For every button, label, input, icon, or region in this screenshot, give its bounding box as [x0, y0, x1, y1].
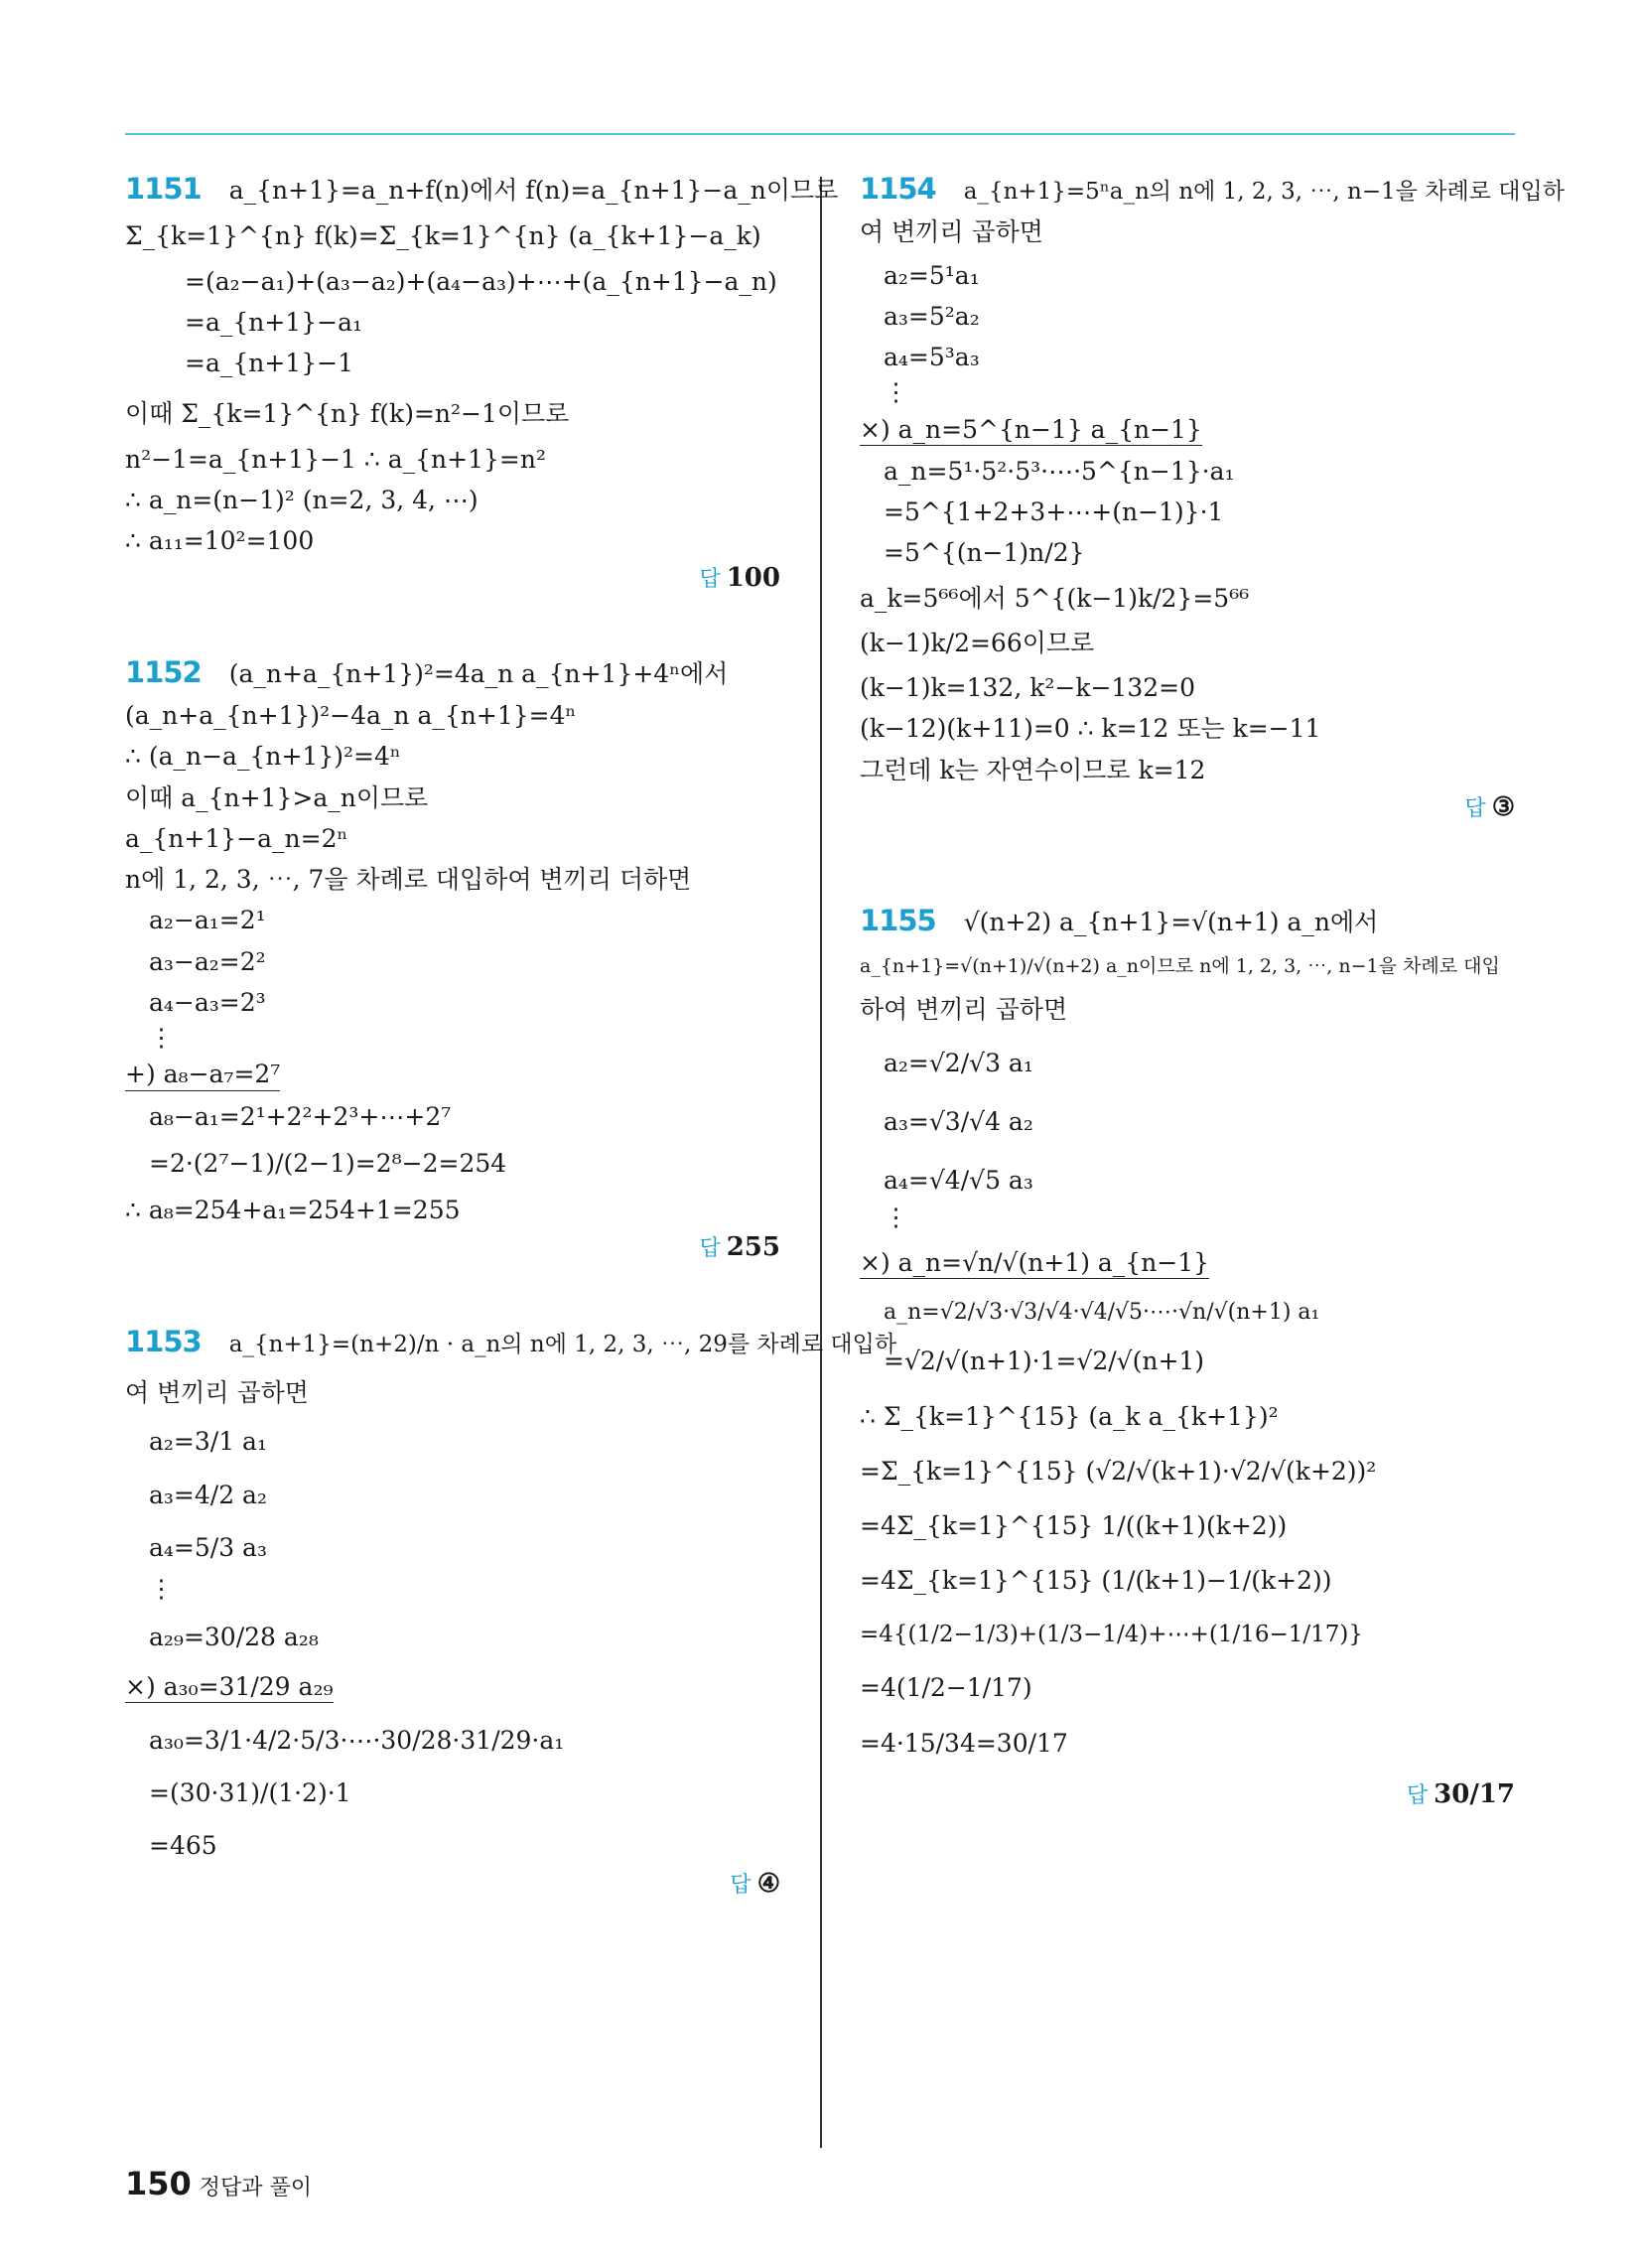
- column-divider: [820, 177, 822, 2148]
- answer-1154: 답 ③: [1464, 791, 1515, 822]
- page-number: 150: [125, 2165, 192, 2202]
- problem-1153: 1153 a_{n+1}=(n+2)/n · a_n의 n에 1, 2, 3, ⋯, 29를 차례로 대입하 여 변끼리 곱하면 a₂=3/1 a₁ a₃=4/2 a₂ a₄=5/3 a₃ ⋮ a₂₉=30/28 a₂₈ ×) a₃₀=31/29 a₂₉ a₃₀=3/1·4/2·5/3·⋯·30/28·31/29·a₁ =(30·31)/(1·2)·1 =465 답 ④: [125, 1324, 897, 1899]
- problem-number: 1151: [125, 172, 202, 206]
- answer-1151: 답 100: [699, 563, 780, 594]
- answer-1152: 답 255: [699, 1232, 780, 1263]
- problem-number: 1155: [860, 904, 936, 938]
- left-column: [125, 171, 897, 1900]
- page-footer: [125, 2165, 312, 2202]
- right-column: [860, 171, 1565, 1810]
- problem-1151: 1151 a_{n+1}=a_n+f(n)에서 f(n)=a_{n+1}−a_n이므로 Σ_{k=1}^{n} f(k)=Σ_{k=1}^{n} (a_{k+1}−a_k) =(a₂−a₁)+(a₃−a₂)+(a₄−a₃)+⋯+(a_{n+1}−a_n) =a_{n+1}−a₁ =a_{n+1}−1 이때 Σ_{k=1}^{n} f(k)=n²−1이므로 n²−1=a_{n+1}−1 ∴ a_{n+1}=n² ∴ a_n=(n−1)² (n=2, 3, 4, ⋯) ∴ a₁₁=10²=100 답 100: [125, 172, 839, 594]
- problem-number: 1154: [860, 172, 936, 206]
- footer-text: 정답과 풀이: [199, 2176, 313, 2200]
- problem-1155: 1155 √(n+2) a_{n+1}=√(n+1) a_n에서 a_{n+1}=√(n+1)/√(n+2) a_n이므로 n에 1, 2, 3, ⋯, n−1을 차례로 대입 하여 변끼리 곱하면 a₂=√2/√3 a₁ a₃=√3/√4 a₂ a₄=√4/√5 a₃ ⋮ ×) a_n=√n/√(n+1) a_{n−1} a_n=√2/√3·√3/√4·√4/√5·⋯·√n/√(n+1) a₁ =√2/√(n+1)·1=√2/√(n+1) ∴ Σ_{k=1}^{15} (a_k a_{k+1})² =Σ_{k=1}^{15} (√2/√(k+1)·√2/√(k+2))² =4Σ_{k=1}^{15} 1/((k+1)(k+2)) =4Σ_{k=1}^{15} (1/(k+1)−1/(k+2)) =4{(1/2−1/3)+(1/3−1/4)+⋯+(1/16−1/17)} =4(1/2−1/17) =4·15/34=30/17 답 30/17: [860, 904, 1515, 1809]
- top-rule: [125, 133, 1515, 135]
- answer-1153: 답 ④: [730, 1868, 780, 1899]
- problem-number: 1152: [125, 654, 202, 689]
- problem-1152: 1152 (a_n+a_{n+1})²=4a_n a_{n+1}+4ⁿ에서 (a_n+a_{n+1})²−4a_n a_{n+1}=4ⁿ ∴ (a_n−a_{n+1})²=4ⁿ 이때 a_{n+1}>a_n이므로 a_{n+1}−a_n=2ⁿ n에 1, 2, 3, ⋯, 7을 차례로 대입하여 변끼리 더하면 a₂−a₁=2¹ a₃−a₂=2² a₄−a₃=2³ ⋮ +) a₈−a₇=2⁷ a₈−a₁=2¹+2²+2³+⋯+2⁷ =2·(2⁷−1)/(2−1)=2⁸−2=254 ∴ a₈=254+a₁=254+1=255 답 255: [125, 654, 780, 1263]
- problem-number: 1153: [125, 1324, 202, 1358]
- problem-1154: 1154 a_{n+1}=5ⁿa_n의 n에 1, 2, 3, ⋯, n−1을 차례로 대입하 여 변끼리 곱하면 a₂=5¹a₁ a₃=5²a₂ a₄=5³a₃ ⋮ ×) a_n=5^{n−1} a_{n−1} a_n=5¹·5²·5³·⋯·5^{n−1}·a₁ =5^{1+2+3+⋯+(n−1)}·1 =5^{(n−1)n/2} a_k=5⁶⁶에서 5^{(k−1)k/2}=5⁶⁶ (k−1)k/2=66이므로 (k−1)k=132, k²−k−132=0 (k−12)(k+11)=0 ∴ k=12 또는 k=−11 그런데 k는 자연수이므로 k=12 답 ③: [860, 172, 1565, 822]
- answer-1155: 답 30/17: [1406, 1778, 1515, 1809]
